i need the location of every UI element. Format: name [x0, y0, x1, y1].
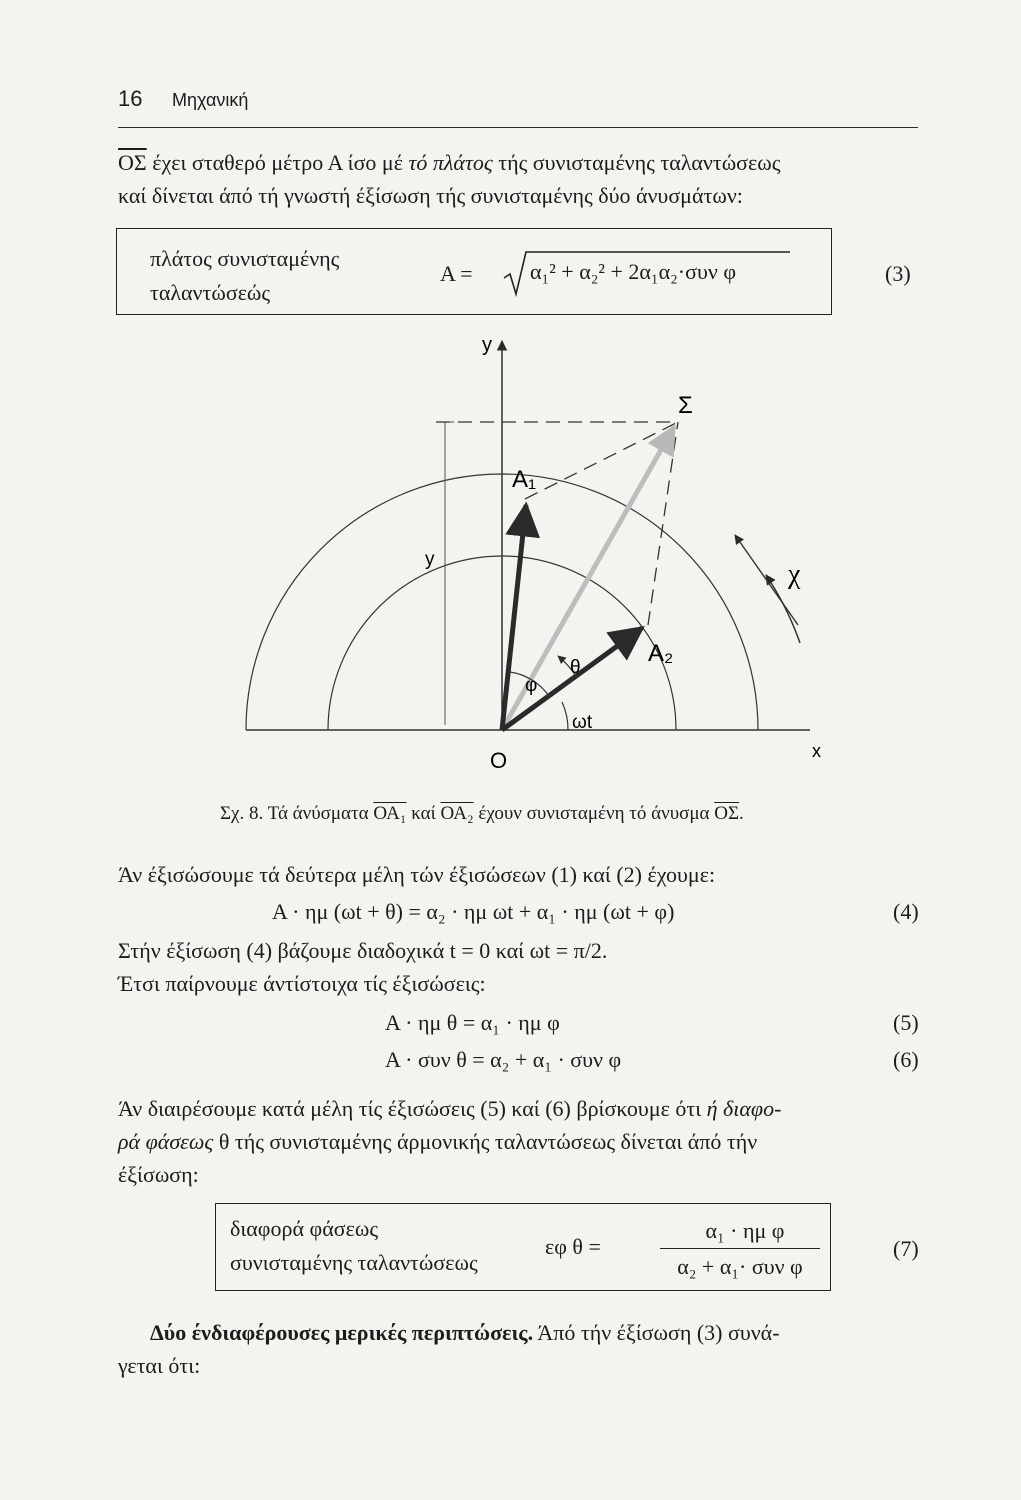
eq3-label-line-2: ταλαντώσεώς — [150, 280, 271, 305]
eq7-numerator: α₁ · ημ φ — [705, 1218, 785, 1243]
equation-5-number: (5) — [893, 1010, 919, 1035]
equation-6-number: (6) — [893, 1047, 919, 1072]
line-divide-1-text: Άν διαιρέσουμε κατά μέλη τίς έξισώσεις (5) καί (6) βρίσκουμε ότι — [118, 1096, 707, 1121]
line-divide-2 — [118, 1125, 757, 1158]
phasor-figure — [200, 325, 860, 785]
line-divide-1-emphasis: ή διαφο- — [706, 1096, 782, 1121]
theta-label: θ — [570, 657, 581, 678]
running-title: Μηχανική — [172, 90, 249, 110]
eq7-lhs: εφ θ = — [545, 1234, 601, 1259]
intro-line-1-rest: έχει σταθερό μέτρο Α ίσο μέ — [146, 150, 409, 175]
caption-end: . — [739, 803, 744, 824]
rotation-chi-label: χ — [788, 559, 801, 590]
intro-line-1 — [118, 146, 780, 179]
line-substitute-1: Στήν έξίσωση (4) βάζουμε διαδοχικά t = 0 καί ωt = π/2. — [118, 938, 608, 963]
closing-line-1-rest: Άπό τήν έξίσωση (3) συνά- — [533, 1320, 780, 1345]
page-number: 16 — [118, 86, 143, 111]
eq3-radicand: α₁² + α₂² + 2α₁α₂·συν φ — [530, 259, 737, 284]
intro-line-1-tail: τής συνισταμένης ταλαντώσεως — [492, 150, 781, 175]
line-substitute-2: Έτσι παίρνουμε άντίστοιχα τίς έξισώσεις: — [118, 971, 486, 996]
line-divide-3: έξίσωση: — [118, 1162, 199, 1187]
equation-6: Α · συν θ = α₂ + α₁ · συν φ — [385, 1047, 622, 1072]
line-divide-2-text: θ τής συνισταμένης άρμονικής ταλαντώσεως δίνεται άπό τήν — [213, 1129, 758, 1154]
equation-4-number: (4) — [893, 899, 919, 924]
x-axis-label: x — [812, 741, 821, 761]
caption-mid: καί — [406, 803, 441, 824]
eq7-label-line-2: συνισταμένης ταλαντώσεως — [230, 1250, 478, 1275]
closing-heading: Δύο ένδιαφέρουσες μερικές περιπτώσεις. — [150, 1320, 534, 1345]
a1-label: A₁ — [512, 466, 537, 493]
caption-vector-oa2: ΟΑ₂ — [440, 803, 474, 824]
closing-line-1 — [150, 1316, 780, 1349]
closing-line-2: γεται ότι: — [118, 1353, 201, 1378]
equation-5: Α · ημ θ = α₁ · ημ φ — [385, 1010, 560, 1035]
header-rule — [118, 127, 918, 128]
omega-t-arc — [562, 702, 568, 730]
eq7-label-line-1: διαφορά φάσεως — [230, 1216, 379, 1241]
omega-t-label: ωt — [572, 712, 593, 733]
eq7-denominator: α₂ + α₁· συν φ — [677, 1254, 803, 1279]
caption-vector-oa1: ΟΑ₁ — [373, 803, 407, 824]
caption-prefix: Σχ. 8. Τά άνύσματα — [220, 803, 374, 824]
sigma-label: Σ — [678, 392, 693, 419]
phi-label: φ — [525, 675, 538, 696]
y-projection-label: y — [425, 549, 435, 570]
intro-line-2: καί δίνεται άπό τή γνωστή έξίσωση τής συνισταμένης δύο άνυσμάτων: — [118, 183, 743, 208]
eq3-label-line-1: πλάτος συνισταμένης — [150, 246, 340, 271]
figure-caption — [220, 803, 744, 825]
y-axis-label: y — [482, 334, 492, 356]
vector-os: $\overline{O\Sigma}$ — [118, 150, 147, 175]
eq7-fraction-bar — [660, 1248, 820, 1249]
intro-emphasis: τό πλάτος — [408, 150, 493, 175]
eq3-number: (3) — [885, 261, 911, 286]
caption-vector-os: $\overline{O\Sigma}$ — [714, 803, 740, 824]
a2-label: A₂ — [648, 640, 674, 667]
eq3-lhs: Α = — [440, 261, 473, 286]
caption-mid2: έχουν συνισταμένη τό άνυσμα — [473, 803, 715, 824]
line-divide-2-emphasis: ρά φάσεως — [118, 1129, 214, 1154]
line-if-equate: Άν έξισώσουμε τά δεύτερα μέλη τών έξισώσεων (1) καί (2) έχουμε: — [118, 862, 716, 887]
eq7-number: (7) — [893, 1236, 919, 1261]
equation-4: Α · ημ (ωt + θ) = α₂ · ημ ωt + α₁ · ημ (ωt + φ) — [272, 899, 675, 924]
origin-label: O — [490, 748, 508, 773]
line-divide-1 — [118, 1092, 781, 1125]
